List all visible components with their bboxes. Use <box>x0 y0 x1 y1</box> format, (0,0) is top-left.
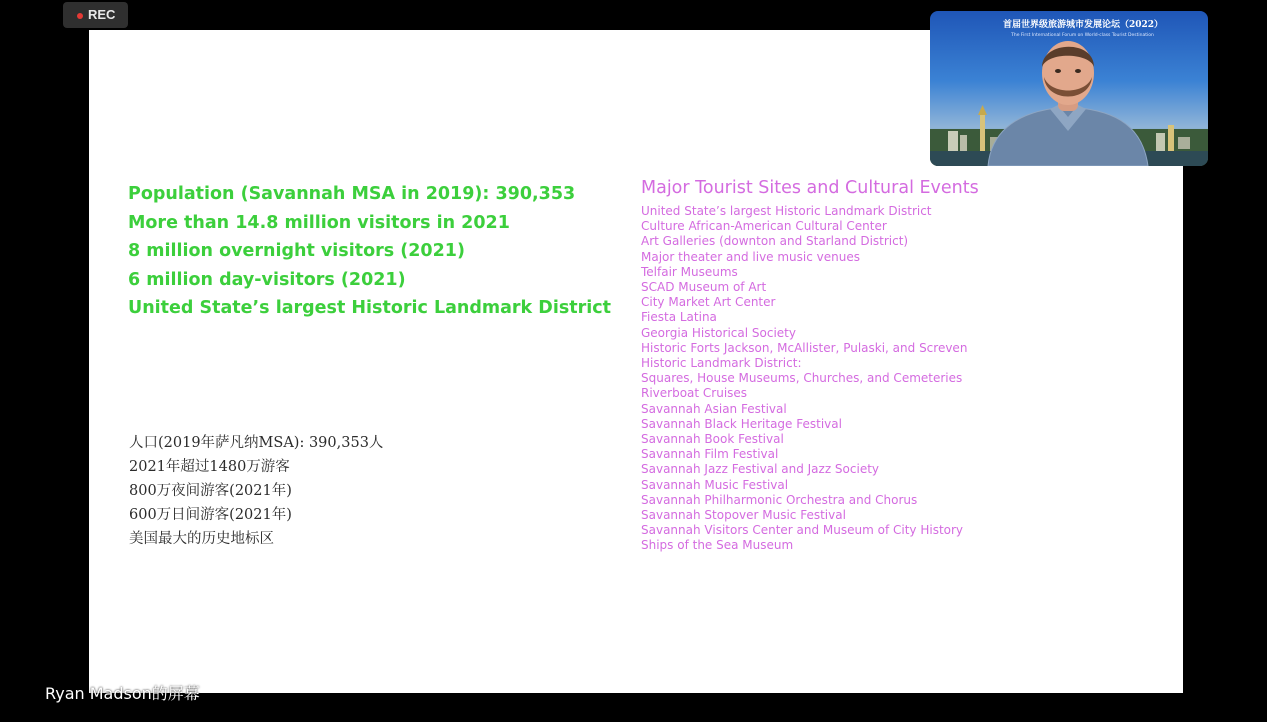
stat-item: More than 14.8 million visitors in 2021 <box>128 212 510 233</box>
sites-list <box>641 204 967 554</box>
site-item: Savannah Book Festival <box>641 432 784 447</box>
stat-item-zh: 2021年超过1480万游客 <box>129 459 290 475</box>
sites-title: Major Tourist Sites and Cultural Events <box>641 178 979 198</box>
stats-chinese-list <box>129 431 383 551</box>
presenter-video-tile[interactable] <box>930 11 1208 166</box>
video-banner-subtitle: The First International Forum on World-class Tourist Destination <box>1011 33 1154 38</box>
site-item: Fiesta Latina <box>641 310 717 325</box>
site-item: City Market Art Center <box>641 295 776 310</box>
stat-item-zh: 800万夜间游客(2021年) <box>129 483 292 499</box>
stat-item: Population (Savannah MSA in 2019): 390,353 <box>128 184 576 204</box>
stat-item: United State’s largest Historic Landmark District <box>128 298 611 318</box>
site-item: Savannah Jazz Festival and Jazz Society <box>641 462 880 477</box>
stat-item: 6 million day-visitors (2021) <box>128 269 406 290</box>
stat-item-zh: 美国最大的历史地标区 <box>129 531 274 547</box>
stats-english-list <box>128 180 611 323</box>
recording-label: REC <box>88 7 116 22</box>
site-item: Savannah Visitors Center and Museum of City History <box>641 523 964 538</box>
site-item: Historic Landmark District: <box>641 356 802 371</box>
site-item: Ships of the Sea Museum <box>641 538 794 553</box>
site-item: Squares, House Museums, Churches, and Cemeteries <box>641 371 963 386</box>
recording-indicator <box>63 2 128 28</box>
site-item: Culture African-American Cultural Center <box>641 219 887 234</box>
site-item: Historic Forts Jackson, McAllister, Pulaski, and Screven <box>641 340 968 355</box>
site-item: Major theater and live music venues <box>641 249 860 264</box>
site-item: Savannah Film Festival <box>641 447 779 462</box>
site-item: Savannah Stopover Music Festival <box>641 508 846 523</box>
stat-item-zh: 人口(2019年萨凡纳MSA): 390,353人 <box>129 435 384 451</box>
site-item: Telfair Museums <box>641 264 738 279</box>
site-item: United State’s largest Historic Landmark District <box>641 204 932 218</box>
stat-item: 8 million overnight visitors (2021) <box>128 241 465 261</box>
site-item: Savannah Philharmonic Orchestra and Chorus <box>641 492 918 507</box>
site-item: Art Galleries (downton and Starland District) <box>641 234 909 249</box>
site-item: Savannah Music Festival <box>641 477 789 492</box>
stat-item-zh: 600万日间游客(2021年) <box>129 507 292 523</box>
video-banner-title: 首届世界级旅游城市发展论坛（2022） <box>1002 20 1164 30</box>
site-item: Savannah Black Heritage Festival <box>641 416 842 431</box>
site-item: Georgia Historical Society <box>641 325 796 340</box>
site-item: SCAD Museum of Art <box>641 280 767 295</box>
site-item: Riverboat Cruises <box>641 386 748 401</box>
site-item: Savannah Asian Festival <box>641 401 787 416</box>
record-dot-icon <box>77 13 83 19</box>
screen-share-label: Ryan Madson的屏幕 <box>45 684 200 703</box>
